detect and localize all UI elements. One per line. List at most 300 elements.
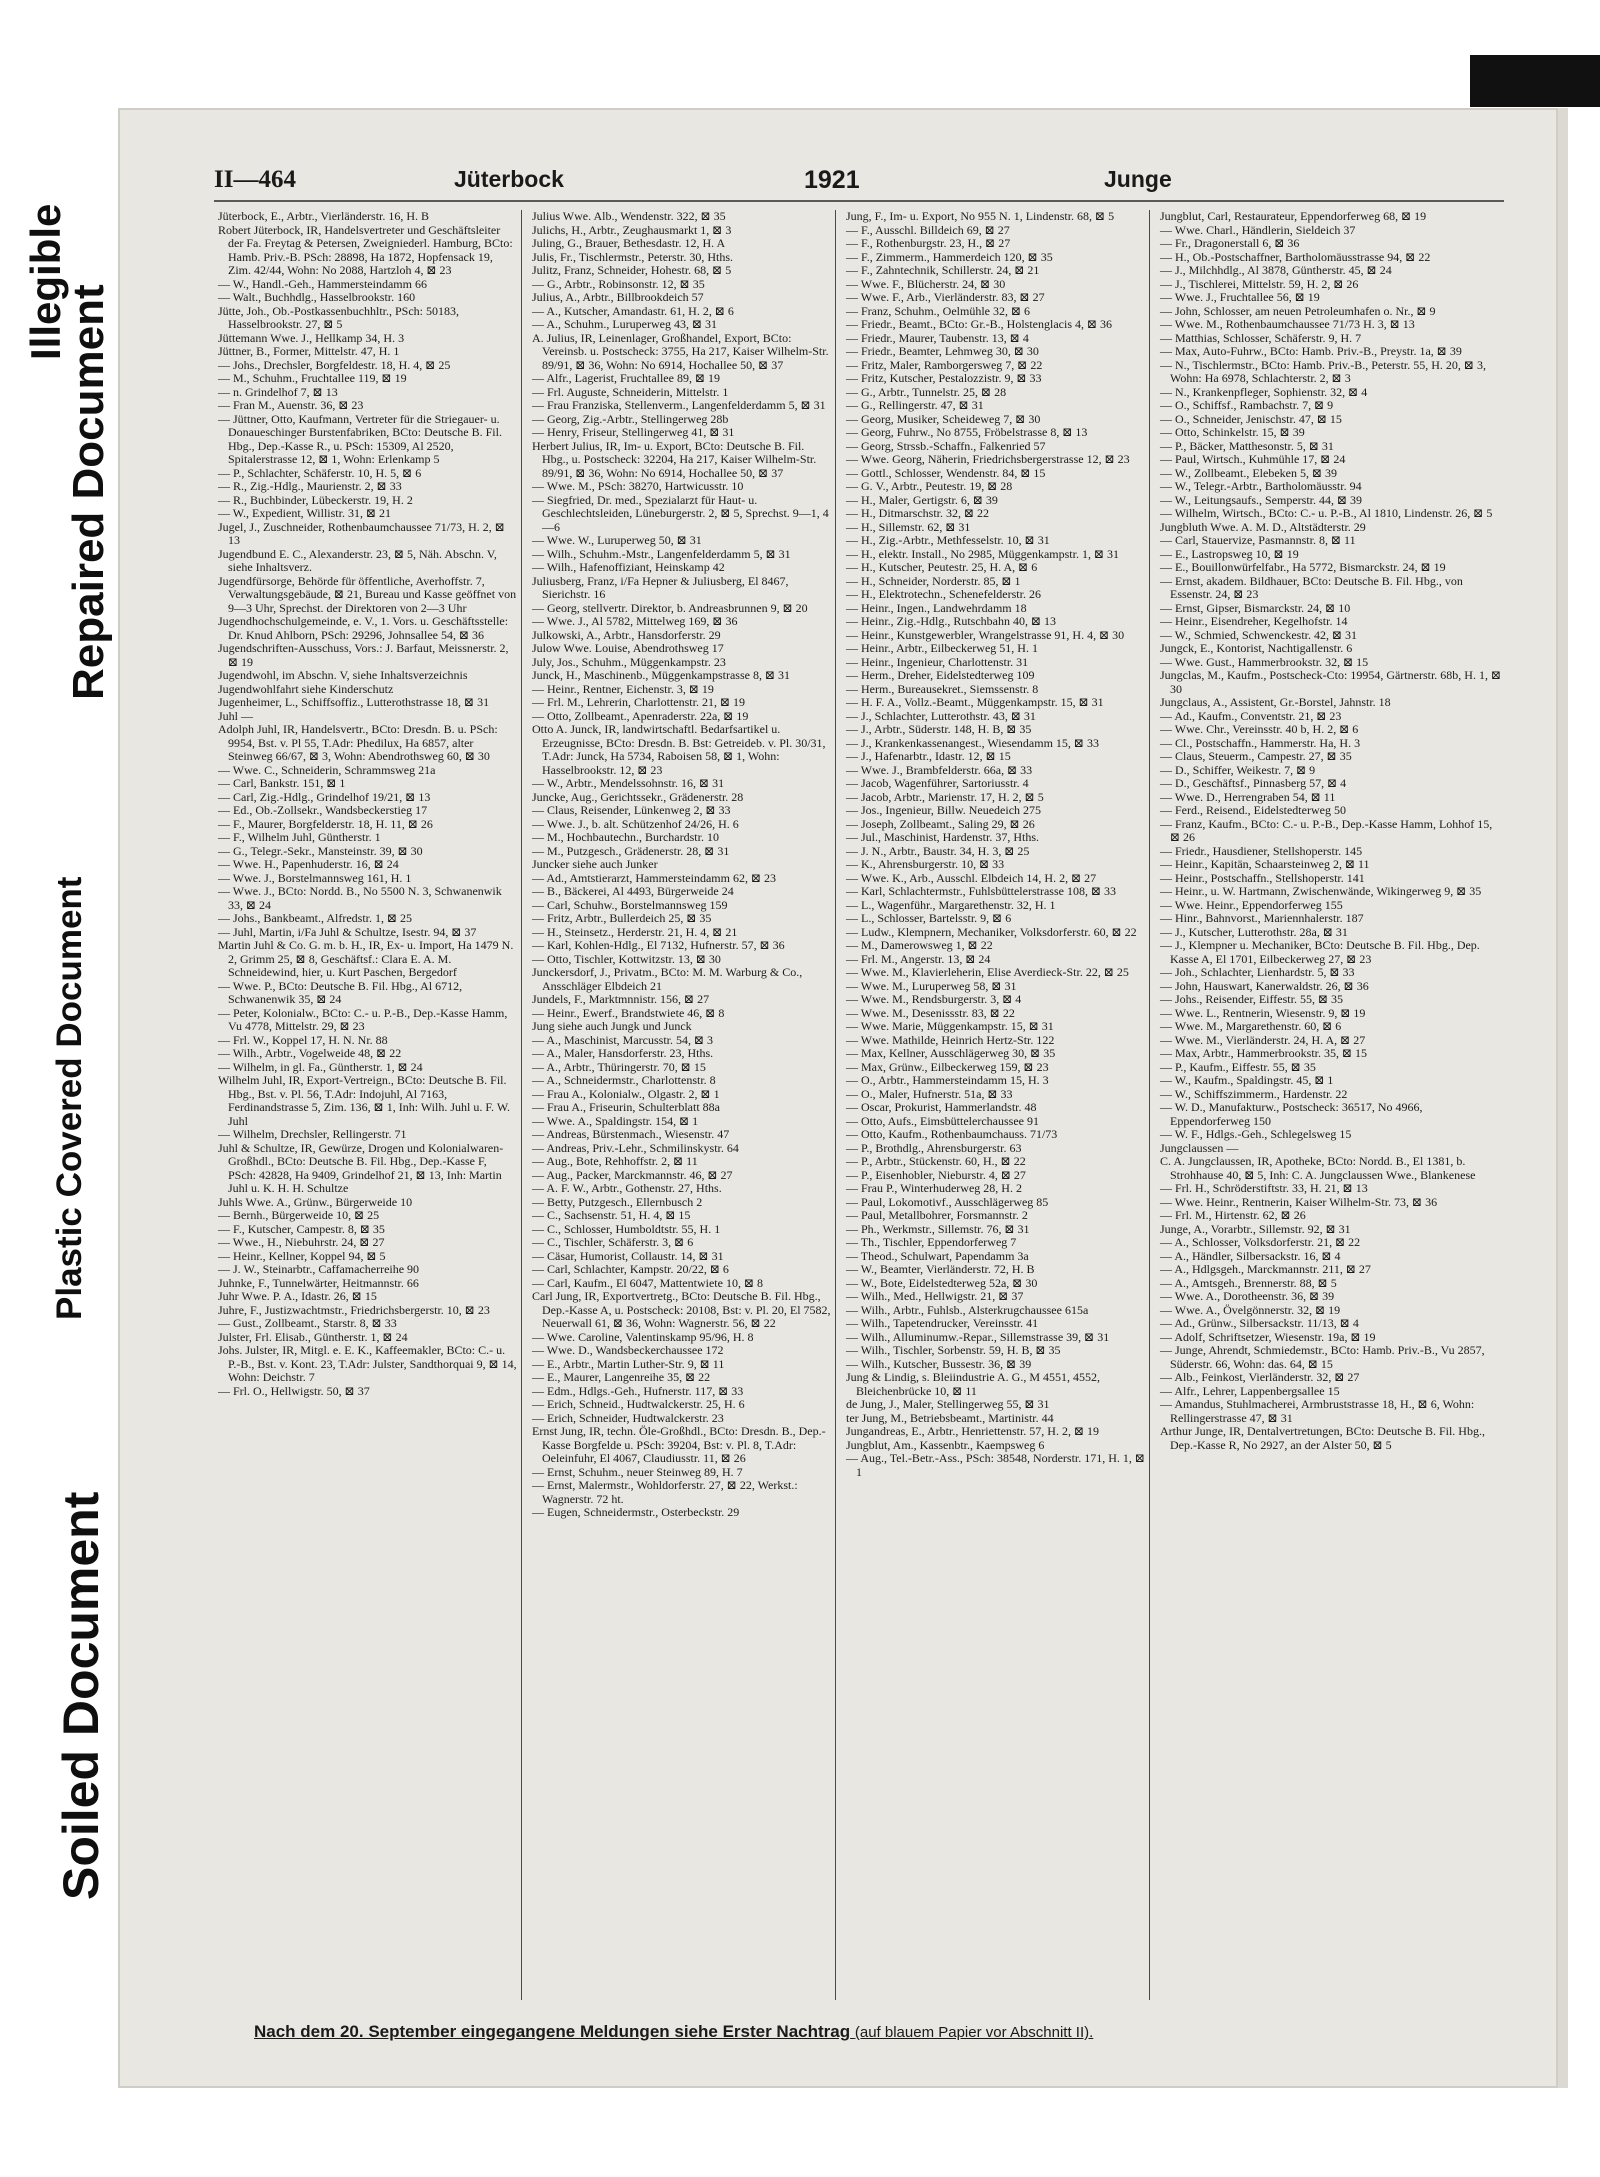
directory-entry: — Karl, Schlachtermstr., Fuhlsbüttelerstrasse 108, ⊠ 33 (846, 884, 1117, 898)
directory-entry: Jugendschriften-Ausschuss, Vors.: J. Barfaut, Meissnerstr. 2, ⊠ 19 (218, 641, 509, 669)
directory-entry: — Heinr., Eisendreher, Kegelhofstr. 14 (1160, 614, 1348, 628)
directory-entry: — Ferd., Reisend., Eidelstedterweg 50 (1160, 803, 1346, 817)
directory-entry: — Wilh., Arbtr., Vogelweide 48, ⊠ 22 (218, 1046, 402, 1060)
directory-entry: — Wwe. Heinr., Rentnerin, Kaiser Wilhelm-Str. 73, ⊠ 36 (1160, 1194, 1438, 1209)
directory-entry: — Heinr., Rentner, Eichenstr. 3, ⊠ 19 (532, 681, 714, 696)
directory-entry: Arthur Junge, IR, Dentalvertretungen, BCto: Deutsche B. Fil. Hbg., Dep.-Kasse R, No 2927, an der Alster 50, ⊠ 5 (1160, 1424, 1485, 1452)
directory-entry: — E., Arbtr., Martin Luther-Str. 9, ⊠ 11 (532, 1356, 725, 1371)
directory-entry: Jungbluth Wwe. A. M. D., Altstädterstr. 29 (1160, 519, 1366, 534)
directory-entry: — Th., Tischler, Eppendorferweg 7 (846, 1235, 1017, 1249)
directory-entry: — Georg, Strssb.-Schaffn., Falkenried 57 (846, 438, 1046, 453)
directory-entry: — L., Wagenführ., Margarethenstr. 32, H. 1 (846, 897, 1056, 912)
directory-entry: — J., Tischlerei, Mittelstr. 59, H. 2, ⊠ 26 (1160, 276, 1359, 291)
directory-entry: Juncke, Aug., Gerichtssekr., Grädenerstr. 28 (532, 789, 744, 804)
directory-entry: — H., Schneider, Norderstr. 85, ⊠ 1 (846, 573, 1021, 588)
directory-entry: — Alb., Feinkost, Vierländerstr. 32, ⊠ 27 (1160, 1370, 1360, 1384)
directory-entry: — Wwe. A., Spaldingstr. 154, ⊠ 1 (532, 1113, 699, 1128)
directory-entry: — Wilhelm, in gl. Fa., Güntherstr. 1, ⊠ 24 (218, 1059, 423, 1074)
directory-entry: — G. V., Arbtr., Peutestr. 19, ⊠ 28 (846, 479, 1013, 493)
directory-entry: Jüttner, B., Former, Mittelstr. 47, H. 1 (218, 344, 400, 358)
directory-entry: — Paul, Lokomotivf., Ausschlägerweg 85 (846, 1194, 1049, 1209)
directory-entry: — Wwe. W., Luruperweg 50, ⊠ 31 (532, 533, 702, 547)
directory-entry: Jugendhochschulgemeinde, e. V., 1. Vors. u. Geschäftsstelle: Dr. Knud Ahlborn, PSch: 29296, Johnsallee 54, ⊠ 36 (218, 614, 509, 642)
directory-entry: — J., Kutscher, Lutterothstr. 28a, ⊠ 31 (1160, 924, 1348, 939)
directory-entry: — Carl, Schuhw., Borstelmannsweg 159 (532, 897, 728, 912)
directory-entry: — Walt., Buchhdlg., Hasselbrookstr. 160 (218, 290, 416, 304)
directory-entry: — Theod., Schulwart, Papendamm 3a (846, 1248, 1029, 1263)
directory-entry: ter Jung, M., Betriebsbeamt., Martinistr. 44 (846, 1410, 1054, 1425)
directory-entry: — W., Expedient, Willistr. 31, ⊠ 21 (218, 506, 392, 520)
directory-entry: Robert Jüterbock, IR, Handelsvertreter und Geschäftsleiter der Fa. Freytag & Petersen, Zweigniederl. Hamburg, BCto: Hamb. Priv.-B. PSch: 28898, Ha 1872, Hopfensack 19, Zim. 42/44, Wohn: No 2088, Hartzloh 4, ⊠ 23 (218, 222, 513, 277)
directory-entry: Johs. Julster, IR, Mitgl. e. E. K., Kaffeemakler, BCto: C.- u. P.-B., Bst. v. Kont. 23, T.Adr: Julster, Sandthorquai 9, ⊠ 14, Wohn: Deichstr. 7 (218, 1343, 517, 1384)
directory-entry: — Jüttner, Otto, Kaufmann, Vertreter für die Striegauer- u. Donaueschinger Burstenfabriken, BCto: Deutsche B. Fil. Hbg., Dep.-Kasse R., u. PSch: 15309, Al 2520, Spitalerstrasse 12, ⊠ 1, Wohn: Erlenkamp 5 (218, 411, 502, 466)
directory-entry: Carl Jung, IR, Exportvertretg., BCto: Deutsche B. Fil. Hbg., Dep.-Kasse A, u. Postscheck: 20108, Bst: v. Pl. 20, El 7582, Neuerwall 61, ⊠ 36, Wohn: Wagnerstr. 56, ⊠ 22 (532, 1289, 831, 1330)
page-right-edge (1558, 108, 1568, 2088)
directory-entry: Jugel, J., Zuschneider, Rothenbaumchaussee 71/73, H. 2, ⊠ 13 (218, 519, 505, 547)
directory-entry: de Jung, J., Maler, Stellingerweg 55, ⊠ 31 (846, 1397, 1050, 1411)
directory-entry: — H., Ditmarschstr. 32, ⊠ 22 (846, 506, 990, 520)
directory-entry: Junckersdorf, J., Privatm., BCto: M. M. Warburg & Co., Ansschläger Elbdeich 21 (532, 965, 803, 993)
directory-entry: — Franz, Kaufm., BCto: C.- u. P.-B., Dep.-Kasse Hamm, Lohhof 15, ⊠ 26 (1160, 816, 1493, 844)
directory-entry: Juhr Wwe. P. A., Idastr. 26, ⊠ 15 (218, 1289, 377, 1303)
directory-entry: — W., Schmied, Schwenckestr. 42, ⊠ 31 (1160, 627, 1358, 642)
directory-entry: — Heinr., Postschaffn., Stellshoperstr. 141 (1160, 870, 1365, 885)
directory-entry: C. A. Jungclaussen, IR, Apotheke, BCto: Nordd. B., El 1381, b. Strohhause 40, ⊠ 5, Inh: C. A. Jungclaussen Wwe., Blankenese (1160, 1154, 1476, 1182)
directory-entry: — F., Ausschl. Billdeich 69, ⊠ 27 (846, 222, 1010, 237)
directory-entry: — Karl, Kohlen-Hdlg., El 7132, Hufnerstr. 57, ⊠ 36 (532, 938, 785, 952)
directory-entry: Julitz, Franz, Schneider, Hohestr. 68, ⊠ 5 (532, 263, 732, 277)
directory-entry: — Jos., Ingenieur, Billw. Neuedeich 275 (846, 803, 1042, 817)
directory-entry: — Fritz, Kutscher, Pestalozzistr. 9, ⊠ 33 (846, 371, 1042, 385)
directory-entry: — Gottl., Schlosser, Wendenstr. 84, ⊠ 15 (846, 465, 1046, 480)
directory-entry: — Betty, Putzgesch., Ellernbusch 2 (532, 1194, 703, 1209)
directory-entry: — Heinr., Kapitän, Schaarsteinweg 2, ⊠ 11 (1160, 857, 1370, 871)
directory-entry: — Ernst, Schuhm., neuer Steinweg 89, H. 7 (532, 1464, 743, 1479)
directory-entry: — J., Klempner u. Mechaniker, BCto: Deutsche B. Fil. Hbg., Dep. Kasse A, El 1701, Eilbeckerweg 27, ⊠ 23 (1160, 938, 1480, 966)
directory-entry: — Cl., Postschaffn., Hammerstr. Ha, H. 3 (1160, 735, 1361, 750)
directory-entry: — Fran M., Auenstr. 36, ⊠ 23 (218, 398, 364, 412)
scan-edge-bar (1470, 55, 1600, 107)
directory-entry: — C., Sachsenstr. 51, H. 4, ⊠ 15 (532, 1208, 691, 1222)
directory-entry: — Joh., Schlachter, Lienhardstr. 5, ⊠ 33 (1160, 965, 1355, 979)
directory-entry: — W., Beamter, Vierländerstr. 72, H. B (846, 1262, 1035, 1276)
directory-entry: Jugendwohl, im Abschn. V, siehe Inhaltsverzeichnis (218, 668, 468, 682)
label-repaired-document: Repaired Document (64, 284, 113, 700)
directory-entry: Julichs, H., Arbtr., Zeughausmarkt 1, ⊠ 3 (532, 222, 732, 237)
page-title: Jüterbock (454, 166, 564, 192)
directory-entry: — J., Milchhdlg., Al 3878, Güntherstr. 45, ⊠ 24 (1160, 263, 1392, 277)
directory-entry: — Peter, Kolonialw., BCto: C.- u. P.-B., Dep.-Kasse Hamm, Vu 4778, Mittelstr. 29, ⊠ 23 (218, 1005, 508, 1033)
directory-entry: Juling, G., Brauer, Bethesdastr. 12, H. A (532, 236, 726, 250)
directory-entry: — P., Eisenhobler, Nieburstr. 4, ⊠ 27 (846, 1167, 1026, 1182)
directory-entry: — Paul, Wirtsch., Kuhmühle 17, ⊠ 24 (1160, 452, 1346, 466)
directory-entry: — H., Zig.-Arbtr., Methfesselstr. 10, ⊠ 31 (846, 533, 1050, 547)
directory-entry: — Jacob, Arbtr., Marienstr. 17, H. 2, ⊠ 5 (846, 789, 1044, 804)
directory-entry: — Wwe. H., Papenhuderstr. 16, ⊠ 24 (218, 857, 399, 871)
directory-entry: — Wwe. M., Vierländerstr. 24, H. A, ⊠ 27 (1160, 1032, 1366, 1047)
directory-entry: — Wwe. Mathilde, Heinrich Hertz-Str. 122 (846, 1032, 1055, 1047)
footer-note: (auf blauem Papier vor Abschnitt II). (854, 2024, 1094, 2041)
directory-entry: — Frau A., Friseurin, Schulterblatt 88a (532, 1100, 720, 1114)
directory-entry: Jüttemann Wwe. J., Hellkamp 34, H. 3 (218, 330, 405, 345)
directory-entry: — W., Zollbeamt., Elebeken 5, ⊠ 39 (1160, 465, 1338, 480)
directory-entry: — Frl. H., Schröderstiftstr. 33, H. 21, ⊠ 13 (1160, 1181, 1368, 1195)
directory-entry: — Max, Arbtr., Hammerbrookstr. 35, ⊠ 15 (1160, 1046, 1368, 1060)
directory-entry: — Friedr., Maurer, Taubenstr. 13, ⊠ 4 (846, 330, 1029, 345)
directory-entry: — H., Kutscher, Peutestr. 25, H. A, ⊠ 6 (846, 560, 1038, 574)
directory-entry: — Wwe. C., Schneiderin, Schrammsweg 21a (218, 762, 436, 777)
directory-entry: — Johs., Bankbeamt., Alfredstr. 1, ⊠ 25 (218, 911, 413, 925)
directory-entry: — Gust., Zollbeamt., Starstr. 8, ⊠ 33 (218, 1316, 397, 1330)
directory-entry: — Wwe. F., Arb., Vierländerstr. 83, ⊠ 27 (846, 290, 1045, 304)
directory-entry: — Wwe. J., Borstelmannsweg 161, H. 1 (218, 870, 412, 885)
directory-entry: — A., Schuhm., Luruperweg 43, ⊠ 31 (532, 317, 718, 331)
footer-main: Nach dem 20. September eingegangene Meldungen siehe Erster Nachtrag (254, 2022, 851, 2041)
directory-entry: — Wwe. K., Arb., Ausschl. Elbdeich 14, H. 2, ⊠ 27 (846, 870, 1097, 885)
directory-entry: — Wwe. L., Rentnerin, Wiesenstr. 9, ⊠ 19 (1160, 1005, 1366, 1020)
directory-entry: — Wilhelm, Drechsler, Rellingerstr. 71 (218, 1127, 407, 1141)
directory-entry: — F., Rothenburgstr. 23, H., ⊠ 27 (846, 236, 1011, 250)
directory-entry: — Carl, Zig.-Hdlg., Grindelhof 19/21, ⊠ 13 (218, 789, 431, 804)
directory-entry: Adolph Juhl, IR, Handelsvertr., BCto: Dresdn. B. u. PSch: 9954, Bst. v. Pl 55, T.Adr: Phedilux, Ha 6857, alter Steinweg 66/67, ⊠ 3, Wohn: Abendrothsweg 60, ⊠ 30 (218, 722, 498, 763)
directory-entry: — John, Schlosser, am neuen Petroleumhafen o. Nr., ⊠ 9 (1160, 303, 1436, 318)
directory-entry: — Heinr., Arbtr., Eilbeckerweg 51, H. 1 (846, 641, 1038, 655)
directory-entry: Jung siehe auch Jungk und Junck (532, 1019, 692, 1033)
directory-entry: July, Jos., Schuhm., Müggenkampstr. 23 (532, 654, 726, 669)
directory-entry: — Henry, Friseur, Stellingerweg 41, ⊠ 31 (532, 425, 735, 439)
directory-entry: Jungck, E., Kontorist, Nachtigallenstr. 6 (1160, 641, 1353, 655)
scanned-page (118, 108, 1558, 2088)
directory-entry: Jungclas, M., Kaufm., Postscheck-Cto: 19954, Gärtnerstr. 68b, H. 1, ⊠ 30 (1160, 668, 1502, 696)
directory-entry: — Georg, Fuhrw., No 8755, Fröbelstrasse 8, ⊠ 13 (846, 425, 1088, 439)
directory-entry: — Georg, Musiker, Scheideweg 7, ⊠ 30 (846, 411, 1041, 426)
directory-entry: Julkowski, A., Arbtr., Hansdorferstr. 29 (532, 627, 721, 642)
directory-entry: — Wwe. P., BCto: Deutsche B. Fil. Hbg., Al 6712, Schwanenwik 35, ⊠ 24 (218, 978, 463, 1006)
directory-entry: — Wwe., H., Niebuhrstr. 24, ⊠ 27 (218, 1235, 385, 1249)
directory-entry: — E., Bouillonwürfelfabr., Ha 5772, Bismarckstr. 24, ⊠ 19 (1160, 560, 1446, 574)
directory-entry: — M., Schuhm., Fruchtallee 119, ⊠ 19 (218, 371, 407, 385)
directory-entry: Jung & Lindig, s. Bleiindustrie A. G., M 4551, 4552, Bleichenbrücke 10, ⊠ 11 (846, 1370, 1101, 1398)
directory-entry: — Jacob, Wagenführer, Sartoriusstr. 4 (846, 776, 1029, 790)
directory-entry: — Wilh., Tapetendrucker, Vereinsstr. 41 (846, 1316, 1039, 1330)
directory-entry: — J., Arbtr., Süderstr. 148, H. B, ⊠ 35 (846, 722, 1032, 736)
directory-entry: — F., Kutscher, Campestr. 8, ⊠ 35 (218, 1221, 385, 1236)
label-illegible: Illegible (22, 203, 69, 360)
directory-entry: — Heinr., Kellner, Koppel 94, ⊠ 5 (218, 1248, 386, 1263)
directory-entry: Juliusberg, Franz, i/Fa Hepner & Juliusberg, El 8467, Sierichstr. 16 (532, 573, 789, 601)
directory-entry: — J., Krankenkassenangest., Wiesendamm 15, ⊠ 33 (846, 735, 1099, 750)
directory-entry: — Fr., Dragonerstall 6, ⊠ 36 (1160, 236, 1300, 250)
directory-entry: — Max, Kellner, Ausschlägerweg 30, ⊠ 35 (846, 1046, 1056, 1060)
directory-entry: — F., Zahntechnik, Schillerstr. 24, ⊠ 21 (846, 263, 1040, 277)
directory-entry: Martin Juhl & Co. G. m. b. H., IR, Ex- u. Import, Ha 1479 N. 2, Grimm 25, ⊠ 8, Geschäftsf.: Clara E. A. M. Schneidewind, hier, u. Kurt Paschen, Bergedorf (218, 938, 514, 979)
directory-entry: — Erich, Schneid., Hudtwalckerstr. 25, H. 6 (532, 1397, 745, 1411)
directory-entry: — John, Hauswart, Kanerwaldstr. 26, ⊠ 36 (1160, 978, 1369, 993)
directory-entry: — Otto, Aufs., Eimsbüttelerchaussee 91 (846, 1113, 1039, 1128)
directory-entry: — Hinr., Bahnvorst., Mariennhalerstr. 187 (1160, 911, 1364, 925)
directory-entry: — C., Tischler, Schäferstr. 3, ⊠ 6 (532, 1235, 694, 1249)
directory-entry: — Carl, Schlachter, Kampstr. 20/22, ⊠ 6 (532, 1262, 729, 1276)
directory-entry: — Juhl, Martin, i/Fa Juhl & Schultze, Isestr. 94, ⊠ 37 (218, 924, 477, 939)
directory-entry: — H., elektr. Install., No 2985, Müggenkampstr. 1, ⊠ 31 (846, 546, 1120, 561)
directory-entry: — W., Arbtr., Mendelssohnstr. 16, ⊠ 31 (532, 776, 725, 790)
directory-entry: — Wwe. M., Desenissstr. 83, ⊠ 22 (846, 1005, 1015, 1020)
directory-entry: — H., Sillemstr. 62, ⊠ 31 (846, 519, 971, 534)
directory-entry: — Heinr., Ingen., Landwehrdamm 18 (846, 600, 1027, 615)
directory-column-1 (214, 210, 522, 2000)
directory-entry: Juhl — (218, 708, 254, 723)
directory-entry: — C., Schlosser, Humboldtstr. 55, H. 1 (532, 1221, 721, 1236)
directory-entry: — Wwe. M., Luruperweg 58, ⊠ 31 (846, 978, 1017, 993)
directory-entry: — Wilh., Med., Hellwigstr. 21, ⊠ 37 (846, 1289, 1024, 1303)
directory-entry: — Wwe. Caroline, Valentinskamp 95/96, H. 8 (532, 1329, 754, 1344)
directory-entry: — Erich, Schneider, Hudtwalckerstr. 23 (532, 1410, 724, 1425)
directory-entry: — G., Telegr.-Sekr., Mansteinstr. 39, ⊠ 30 (218, 843, 423, 858)
label-plastic-covered-document: Plastic Covered Document (50, 876, 89, 1320)
directory-entry: — A., Händler, Silbersackstr. 16, ⊠ 4 (1160, 1248, 1341, 1263)
directory-entry: Juhre, F., Justizwachtmstr., Friedrichsbergerstr. 10, ⊠ 23 (218, 1302, 490, 1317)
directory-entry: — W., Schiffszimmerm., Hardenstr. 22 (1160, 1086, 1348, 1101)
directory-entry: — Ad., Grünw., Silbersackstr. 11/13, ⊠ 4 (1160, 1316, 1359, 1330)
directory-entry: — N., Krankenpfleger, Sophienstr. 32, ⊠ 4 (1160, 384, 1368, 399)
directory-entry: — Alfr., Lagerist, Fruchtallee 89, ⊠ 19 (532, 371, 721, 385)
directory-entry: Julster, Frl. Elisab., Güntherstr. 1, ⊠ 24 (218, 1329, 408, 1344)
directory-entry: — E., Maurer, Langenreihe 35, ⊠ 22 (532, 1370, 711, 1384)
directory-entry: — Wwe. D., Wandsbeckerchaussee 172 (532, 1343, 724, 1357)
directory-entry: — Wilhelm, Wirtsch., BCto: C.- u. P.-B., Al 1810, Lindenstr. 26, ⊠ 5 (1160, 506, 1493, 520)
directory-entry: — A., Amtsgeh., Brennerstr. 88, ⊠ 5 (1160, 1275, 1337, 1290)
directory-entry: — Fritz, Maler, Ramborgersweg 7, ⊠ 22 (846, 357, 1043, 372)
directory-entry: — F., Wilhelm Juhl, Güntherstr. 1 (218, 830, 381, 844)
directory-entry: — Friedr., Hausdiener, Stellshoperstr. 145 (1160, 843, 1363, 858)
directory-entry: — Frau P., Winterhuderweg 28, H. 2 (846, 1181, 1022, 1195)
directory-columns (214, 210, 1514, 2000)
directory-entry: — O., Maler, Hufnerstr. 51a, ⊠ 33 (846, 1086, 1013, 1101)
directory-entry: — W., Telegr.-Arbtr., Bartholomäusstr. 94 (1160, 479, 1362, 493)
directory-entry: — Max, Grünw., Eilbeckerweg 159, ⊠ 23 (846, 1059, 1049, 1074)
directory-entry: Jundels, F., Marktmnnistr. 156, ⊠ 27 (532, 992, 710, 1006)
directory-entry: Juncker siehe auch Junker (532, 857, 658, 871)
directory-entry: — G., Arbtr., Tunnelstr. 25, ⊠ 28 (846, 384, 1007, 399)
directory-entry: — Matthias, Schlosser, Schäferstr. 9, H. 7 (1160, 330, 1362, 345)
page-header (214, 160, 1504, 202)
directory-entry: — Wilh., Hafenoffiziant, Heinskamp 42 (532, 560, 725, 574)
directory-entry: Juhl & Schultze, IR, Gewürze, Drogen und Kolonialwaren-Großhdl., BCto: Deutsche B. Fil. Hbg., Dep.-Kasse F, PSch: 42828, Ha 9409, Grindelhof 21, ⊠ 13, Inh: Martin Juhl u. K. H. H. Schultze (218, 1140, 504, 1195)
directory-entry: — J. W., Steinarbtr., Caffamacherreihe 90 (218, 1262, 420, 1276)
directory-column-3 (842, 210, 1150, 2000)
directory-entry: — Wwe. Heinr., Eppendorferweg 155 (1160, 897, 1343, 912)
directory-entry: — Otto, Schinkelstr. 15, ⊠ 39 (1160, 425, 1305, 439)
directory-entry: — Heinr., u. W. Hartmann, Zwischenwände, Wikingerweg 9, ⊠ 35 (1160, 884, 1482, 898)
directory-entry: — L., Schlosser, Bartelsstr. 9, ⊠ 6 (846, 911, 1012, 925)
directory-column-4 (1156, 210, 1506, 2000)
directory-entry: — Wilh., Alluminumw.-Repar., Sillemstrasse 39, ⊠ 31 (846, 1329, 1110, 1344)
directory-entry: — A., Maler, Hansdorferstr. 23, Hths. (532, 1046, 714, 1060)
directory-entry: — G., Arbtr., Robinsonstr. 12, ⊠ 35 (532, 276, 705, 291)
directory-entry: Jugendwohlfahrt siehe Kinderschutz (218, 681, 394, 696)
directory-entry: — R., Buchbinder, Lübeckerstr. 19, H. 2 (218, 492, 413, 507)
directory-entry: — D., Geschäftsf., Pinnasberg 57, ⊠ 4 (1160, 776, 1347, 790)
directory-entry: — Wwe. Charl., Händlerin, Sieldeich 37 (1160, 222, 1356, 237)
directory-entry: — Adolf, Schriftsetzer, Wiesenstr. 19a, ⊠ 19 (1160, 1329, 1376, 1344)
directory-entry: — W. F., Hdlgs.-Geh., Schlegelsweg 15 (1160, 1127, 1352, 1141)
directory-entry: — Aug., Bote, Rehhoffstr. 2, ⊠ 11 (532, 1154, 698, 1168)
directory-entry: — Heinr., Zig.-Hdlg., Rutschbahn 40, ⊠ 13 (846, 614, 1057, 628)
directory-entry: — Wwe. M., Rothenbaumchaussee 71/73 H. 3, ⊠ 13 (1160, 317, 1415, 331)
directory-entry: — J. N., Arbtr., Baustr. 34, H. 3, ⊠ 25 (846, 843, 1030, 858)
directory-entry: — Herm., Bureausekret., Siemssenstr. 8 (846, 681, 1039, 696)
directory-entry: — Herm., Dreher, Eidelstedterweg 109 (846, 668, 1035, 682)
directory-entry: — M., Putzgesch., Grädenerstr. 28, ⊠ 31 (532, 843, 730, 858)
directory-entry: — D., Schiffer, Weikestr. 7, ⊠ 9 (1160, 762, 1316, 777)
directory-entry: — Fritz, Arbtr., Bullerdeich 25, ⊠ 35 (532, 911, 712, 925)
directory-entry: — Ed., Ob.-Zollsekr., Wandsbeckerstieg 17 (218, 803, 428, 817)
directory-entry: Jugendbund E. C., Alexanderstr. 23, ⊠ 5, Näh. Abschn. V, siehe Inhaltsverz. (218, 546, 497, 574)
directory-entry: — Ernst, Malermstr., Wohldorferstr. 27, ⊠ 22, Werkst.: Wagnerstr. 72 ht. (532, 1478, 798, 1506)
directory-entry: — G., Rellingerstr. 47, ⊠ 31 (846, 398, 984, 412)
directory-entry: — O., Schiffsf., Rambachstr. 7, ⊠ 9 (1160, 398, 1334, 412)
directory-entry: — O., Schneider, Jenischstr. 47, ⊠ 15 (1160, 411, 1342, 426)
directory-entry: — K., Ahrensburgerstr. 10, ⊠ 33 (846, 857, 1005, 871)
directory-entry: — H. F. A., Vollz.-Beamt., Müggenkampstr. 15, ⊠ 31 (846, 695, 1104, 709)
directory-entry: — Wilh., Kutscher, Bussestr. 36, ⊠ 39 (846, 1356, 1032, 1371)
directory-entry: Jungblut, Carl, Restaurateur, Eppendorferweg 68, ⊠ 19 (1160, 210, 1427, 223)
directory-entry: — Wwe. J., Fruchtallee 56, ⊠ 19 (1160, 290, 1320, 304)
directory-entry: — Frl. M., Hirtenstr. 62, ⊠ 26 (1160, 1208, 1306, 1222)
directory-entry: — Franz, Schuhm., Oelmühle 32, ⊠ 6 (846, 303, 1031, 318)
directory-entry: — Edm., Hdlgs.-Geh., Hufnerstr. 117, ⊠ 33 (532, 1383, 744, 1398)
directory-entry: — Frl. O., Hellwigstr. 50, ⊠ 37 (218, 1383, 370, 1398)
directory-entry: — Aug., Tel.-Betr.-Ass., PSch: 38548, Norderstr. 171, H. 1, ⊠ 1 (846, 1451, 1145, 1479)
directory-entry: — Siegfried, Dr. med., Spezialarzt für Haut- u. Geschlechtsleiden, Lüneburgerstr. 2, ⊠ 5, Sprechst. 9—1, 4—6 (532, 492, 829, 534)
directory-entry: — Heinr., Ewerf., Brandstwiete 46, ⊠ 8 (532, 1005, 725, 1020)
directory-entry: — Bernh., Bürgerweide 10, ⊠ 25 (218, 1208, 380, 1222)
directory-entry: — E., Lastropsweg 10, ⊠ 19 (1160, 546, 1299, 561)
directory-entry: — J., Hafenarbtr., Idastr. 12, ⊠ 15 (846, 749, 1011, 763)
directory-entry: — A. F. W., Arbtr., Gothenstr. 27, Hths. (532, 1181, 722, 1195)
directory-entry: — Frl. Auguste, Schneiderin, Mittelstr. 1 (532, 384, 729, 399)
directory-entry: — Wwe. Marie, Müggenkampstr. 15, ⊠ 31 (846, 1019, 1054, 1033)
directory-entry: — Frl. M., Lehrerin, Charlottenstr. 21, ⊠ 19 (532, 695, 746, 709)
page-year: 1921 (804, 166, 860, 194)
directory-entry: Jugendfürsorge, Behörde für öffentliche, Averhoffstr. 7, Verwaltungsgebäude, ⊠ 21, Bureau und Kasse geöffnet von 9—3 Uhr, Sprechst. der Direktoren von 2—3 Uhr (218, 573, 517, 615)
directory-entry: Juhnke, F., Tunnelwärter, Heitmannstr. 66 (218, 1275, 419, 1290)
directory-entry: Jungclaussen — (1160, 1140, 1239, 1155)
directory-entry: — Otto, Tischler, Kottwitzstr. 13, ⊠ 30 (532, 951, 721, 966)
directory-entry: — Cäsar, Humorist, Collaustr. 14, ⊠ 31 (532, 1248, 724, 1263)
directory-entry: — Wwe. A., Dorotheenstr. 36, ⊠ 39 (1160, 1289, 1335, 1303)
directory-entry: — P., Kaufm., Eiffestr. 55, ⊠ 35 (1160, 1059, 1316, 1074)
directory-entry: — Wilh., Arbtr., Fuhlsb., Alsterkrugchaussee 615a (846, 1302, 1089, 1317)
directory-entry: — M., Hochbautechn., Burchardstr. 10 (532, 830, 719, 844)
directory-entry: — H., Ob.-Postschaffner, Bartholomäusstrasse 94, ⊠ 22 (1160, 249, 1431, 264)
directory-entry: Jungclaus, A., Assistent, Gr.-Borstel, Jahnstr. 18 (1160, 695, 1391, 709)
label-soiled-document: Soiled Document (53, 1491, 109, 1900)
directory-entry: Jugenheimer, L., Schiffsoffiz., Lutterothstrasse 18, ⊠ 31 (218, 695, 490, 709)
directory-entry: — Wwe. A., Övelgönnerstr. 32, ⊠ 19 (1160, 1302, 1341, 1317)
directory-entry: — B., Bäckerei, Al 4493, Bürgerweide 24 (532, 884, 734, 898)
directory-entry: — A., Hdlgsgeh., Marckmannstr. 211, ⊠ 27 (1160, 1262, 1371, 1276)
directory-entry: Julis, Fr., Tischlermstr., Peterstr. 30, Hths. (532, 249, 734, 264)
directory-entry: — Wwe. J., BCto: Nordd. B., No 5500 N. 3, Schwanenwik 33, ⊠ 24 (218, 884, 502, 912)
directory-entry: — A., Arbtr., Thüringerstr. 70, ⊠ 15 (532, 1059, 706, 1074)
directory-column-2 (528, 210, 836, 2000)
directory-entry: — Ernst, Gipser, Bismarckstr. 24, ⊠ 10 (1160, 600, 1351, 615)
directory-entry: — A., Schlosser, Volksdorferstr. 21, ⊠ 22 (1160, 1235, 1361, 1249)
directory-entry: — H., Maler, Gertigstr. 6, ⊠ 39 (846, 492, 998, 507)
directory-entry: — Friedr., Beamt., BCto: Gr.-B., Holstenglacis 4, ⊠ 36 (846, 317, 1113, 331)
directory-entry: Juhls Wwe. A., Grünw., Bürgerweide 10 (218, 1194, 413, 1209)
directory-entry: Jütte, Joh., Ob.-Postkassenbuchhltr., PSch: 50183, Hasselbrookstr. 27, ⊠ 5 (218, 303, 460, 331)
directory-entry: — Paul, Metallbohrer, Forsmannstr. 2 (846, 1208, 1028, 1222)
directory-entry: — Andreas, Priv.-Lehr., Schmilinskystr. 64 (532, 1140, 739, 1155)
directory-entry: — Ad., Kaufm., Conventstr. 21, ⊠ 23 (1160, 708, 1342, 723)
directory-entry: — Wwe. Georg, Näherin, Friedrichsbergerstrasse 12, ⊠ 23 (846, 452, 1130, 466)
directory-entry: — Wwe. J., Brambfelderstr. 66a, ⊠ 33 (846, 762, 1033, 777)
directory-entry: Junck, H., Maschinenb., Müggenkampstrasse 8, ⊠ 31 (532, 668, 791, 682)
directory-entry: — Frau A., Kolonialw., Olgastr. 2, ⊠ 1 (532, 1086, 720, 1101)
directory-entry: — M., Damerowsweg 1, ⊠ 22 (846, 938, 993, 952)
directory-entry: — Heinr., Ingenieur, Charlottenstr. 31 (846, 654, 1029, 669)
directory-entry: — Wilh., Tischler, Sorbenstr. 59, H. B, ⊠ 35 (846, 1343, 1061, 1357)
page-footer (254, 2022, 1504, 2042)
directory-entry: — Wwe. Gust., Hammerbrookstr. 32, ⊠ 15 (1160, 654, 1369, 669)
directory-entry: — Ernst, akadem. Bildhauer, BCto: Deutsche B. Fil. Hbg., von Essenstr. 24, ⊠ 23 (1160, 573, 1463, 601)
directory-entry: — P., Arbtr., Stückenstr. 60, H., ⊠ 22 (846, 1154, 1026, 1168)
directory-entry: — Carl, Bankstr. 151, ⊠ 1 (218, 776, 346, 790)
directory-entry: — Johs., Reisender, Eiffestr. 55, ⊠ 35 (1160, 992, 1343, 1006)
directory-entry: — Frau Franziska, Stellenverm., Langenfelderdamm 5, ⊠ 31 (532, 398, 826, 412)
directory-entry: — Oscar, Prokurist, Hammerlandstr. 48 (846, 1100, 1037, 1114)
directory-entry: — Wwe. J., b. alt. Schützenhof 24/26, H. 6 (532, 816, 739, 831)
directory-entry: — Wwe. M., PSch: 38270, Hartwicusstr. 10 (532, 479, 744, 493)
directory-entry: — P., Bäcker, Matthesonstr. 5, ⊠ 31 (1160, 438, 1334, 453)
directory-entry: — Amandus, Stuhlmacherei, Armbruststrasse 18, H., ⊠ 6, Wohn: Rellingerstrasse 47, ⊠ 31 (1160, 1397, 1475, 1425)
directory-entry: — n. Grindelhof 7, ⊠ 13 (218, 384, 338, 399)
directory-entry: Julius, A., Arbtr., Billbrookdeich 57 (532, 290, 704, 304)
directory-entry: — Carl, Stauervize, Pasmannstr. 8, ⊠ 11 (1160, 533, 1356, 547)
document-label-strip (0, 0, 120, 2177)
directory-entry: Ernst Jung, IR, techn. Öle-Großhdl., BCto: Dresdn. B., Dep.-Kasse Borgfelde u. PSch: 39204, Bst: v. Pl. 8, T.Adr: Oeleinfuhr, El 4067, Claudiusstr. 11, ⊠ 26 (532, 1424, 826, 1465)
directory-entry: — Eugen, Schneidermstr., Osterbeckstr. 29 (532, 1505, 740, 1519)
directory-entry: — Max, Auto-Fuhrw., BCto: Hamb. Priv.-B., Preystr. 1a, ⊠ 39 (1160, 344, 1462, 358)
directory-entry: — N., Tischlermstr., BCto: Hamb. Priv.-B., Peterstr. 55, H. 20, ⊠ 3, Wohn: Ha 6978, Schlachterstr. 2, ⊠ 3 (1160, 357, 1486, 385)
directory-entry: Julow Wwe. Louise, Abendrothsweg 17 (532, 641, 724, 655)
directory-entry: — W. D., Manufakturw., Postscheck: 36517, No 4966, Eppendorferweg 150 (1160, 1100, 1423, 1128)
directory-entry: — Otto, Zollbeamt., Apenraderstr. 22a, ⊠ 19 (532, 708, 749, 723)
directory-entry: — R., Zig.-Hdlg., Maurienstr. 2, ⊠ 33 (218, 479, 402, 493)
directory-entry: — Junge, Ahrendt, Schmiedemstr., BCto: Hamb. Priv.-B., Vu 2857, Süderstr. 66, Wohn: das. 64, ⊠ 15 (1160, 1343, 1485, 1371)
directory-entry: — Wwe. M., Klavierleherin, Elise Averdieck-Str. 22, ⊠ 25 (846, 965, 1129, 979)
directory-entry: — W., Bote, Eidelstedterweg 52a, ⊠ 30 (846, 1275, 1038, 1290)
directory-entry: — H., Steinsetz., Herderstr. 21, H. 4, ⊠ 21 (532, 924, 738, 939)
directory-entry: — P., Brothdlg., Ahrensburgerstr. 63 (846, 1140, 1022, 1155)
directory-entry: Jungandreas, E., Arbtr., Henriettenstr. 57, H. 2, ⊠ 19 (846, 1424, 1100, 1438)
directory-entry: — W., Kaufm., Spaldingstr. 45, ⊠ 1 (1160, 1073, 1334, 1087)
directory-entry: — Georg, Zig.-Arbtr., Stellingerweg 28b (532, 411, 729, 426)
directory-entry: — F., Zimmerm., Hammerdeich 120, ⊠ 35 (846, 249, 1053, 264)
directory-entry: — Wilh., Schuhm.-Mstr., Langenfelderdamm 5, ⊠ 31 (532, 546, 791, 561)
directory-entry: — Frl. W., Koppel 17, H. N. Nr. 88 (218, 1032, 388, 1047)
directory-entry: — Jul., Maschinist, Hardenstr. 37, Hths. (846, 830, 1039, 844)
page-range: Junge (1104, 166, 1172, 192)
page-number: II—464 (214, 166, 296, 193)
directory-entry: — Wwe. J., Al 5782, Mittelweg 169, ⊠ 36 (532, 614, 738, 628)
directory-entry: Julius Wwe. Alb., Wendenstr. 322, ⊠ 35 (532, 210, 726, 223)
directory-entry: — A., Maschinist, Marcusstr. 54, ⊠ 3 (532, 1032, 714, 1047)
directory-entry: — Ph., Werkmstr., Sillemstr. 76, ⊠ 31 (846, 1221, 1030, 1236)
directory-entry: — Otto, Kaufm., Rothenbaumchauss. 71/73 (846, 1127, 1058, 1141)
